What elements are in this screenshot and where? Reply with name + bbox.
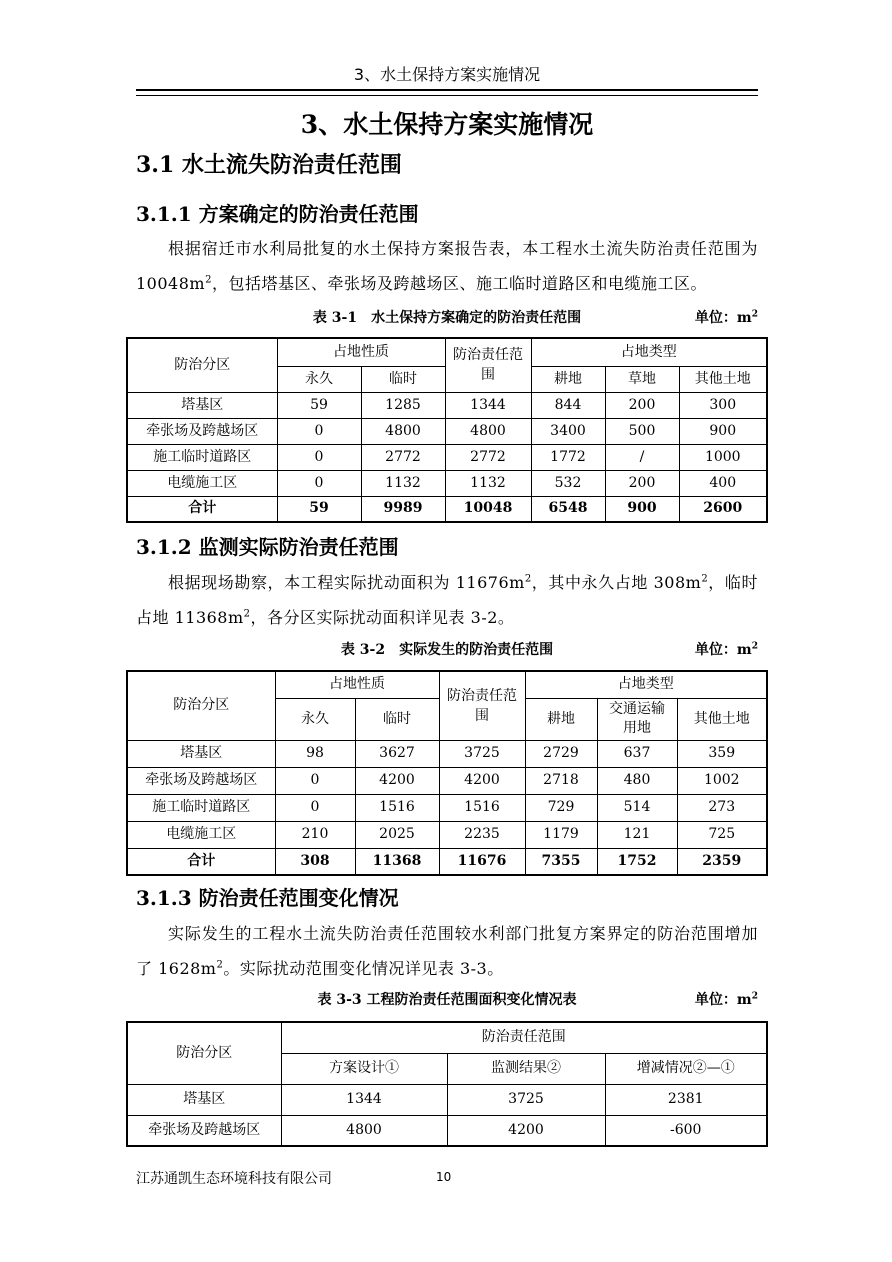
table-3-3-caption-row xyxy=(136,988,758,1012)
cell: 2025 xyxy=(355,821,439,848)
cell: 4200 xyxy=(439,767,525,794)
table-row xyxy=(127,767,767,794)
cell: 637 xyxy=(597,740,677,767)
header-zone: 防治分区 xyxy=(127,338,277,392)
table-3-2-unit xyxy=(695,638,758,662)
unit-text: 单位：m xyxy=(694,642,752,658)
superscript: 2 xyxy=(524,573,532,585)
cell: 1285 xyxy=(361,392,445,418)
cell: 210 xyxy=(275,821,355,848)
table-3-3 xyxy=(126,1021,768,1147)
table-row xyxy=(127,418,767,444)
cell: 359 xyxy=(677,740,767,767)
header-type-1: 耕地 xyxy=(531,366,605,392)
cell: 480 xyxy=(597,767,677,794)
paragraph-text: ，临时占地 11368m xyxy=(136,573,758,627)
cell: 1002 xyxy=(677,767,767,794)
cell: 4200 xyxy=(447,1115,605,1146)
header-type-2 xyxy=(597,698,677,740)
section-3-1-3-paragraph xyxy=(136,916,758,986)
table-total-row xyxy=(127,496,767,522)
table-row xyxy=(127,740,767,767)
cell: 200 xyxy=(605,392,679,418)
cell: 0 xyxy=(277,470,361,496)
cell: 牵张场及跨越场区 xyxy=(127,1115,281,1146)
cell: 2772 xyxy=(445,444,531,470)
table-total-row xyxy=(127,848,767,875)
cell: 合计 xyxy=(127,496,277,522)
cell: 施工临时道路区 xyxy=(127,794,275,821)
cell: 3400 xyxy=(531,418,605,444)
paragraph-text: ，其中永久占地 308m xyxy=(531,573,702,592)
cell: 4200 xyxy=(355,767,439,794)
cell: 2772 xyxy=(361,444,445,470)
cell: 2359 xyxy=(677,848,767,875)
cell: 0 xyxy=(275,767,355,794)
table-row xyxy=(127,821,767,848)
header-zone: 防治分区 xyxy=(127,1022,281,1084)
table-3-1-caption-row xyxy=(136,306,758,330)
cell: 9989 xyxy=(361,496,445,522)
header-rule-thin xyxy=(136,95,758,96)
page-number: 10 xyxy=(436,1170,452,1184)
unit-superscript: 2 xyxy=(751,309,758,320)
table-row xyxy=(127,794,767,821)
superscript: 2 xyxy=(701,573,709,585)
cell: 400 xyxy=(679,470,767,496)
cell: 59 xyxy=(277,496,361,522)
paragraph-text: ，包括塔基区、牵张场及跨越场区、施工临时道路区和电缆施工区。 xyxy=(211,274,707,293)
cell: 牵张场及跨越场区 xyxy=(127,767,275,794)
table-row xyxy=(127,392,767,418)
table-3-1-unit xyxy=(695,306,758,330)
header-type-2: 草地 xyxy=(605,366,679,392)
paragraph-text: 。实际扰动范围变化情况详见表 3-3。 xyxy=(223,959,504,978)
cell: 1344 xyxy=(445,392,531,418)
cell: 200 xyxy=(605,470,679,496)
header-type-3: 其他土地 xyxy=(679,366,767,392)
unit-text: 单位：m xyxy=(694,310,752,326)
table-3-3-caption: 表 3-3 工程防治责任范围面积变化情况表 xyxy=(317,992,577,1008)
chapter-title: 3、水土保持方案实施情况 xyxy=(300,110,594,139)
cell: 273 xyxy=(677,794,767,821)
header-land-nature: 占地性质 xyxy=(277,338,445,366)
cell: 1344 xyxy=(281,1084,447,1115)
header-permanent: 永久 xyxy=(277,366,361,392)
header-monitor: 监测结果② xyxy=(447,1053,605,1084)
unit-text: 单位：m xyxy=(694,992,752,1008)
cell: 500 xyxy=(605,418,679,444)
header-temporary: 临时 xyxy=(355,698,439,740)
cell: 514 xyxy=(597,794,677,821)
cell: 300 xyxy=(679,392,767,418)
header-type-2-text: 交通运输用地 xyxy=(609,701,665,736)
header-temporary: 临时 xyxy=(361,366,445,392)
cell: 2718 xyxy=(525,767,597,794)
cell: 0 xyxy=(277,418,361,444)
cell: 1516 xyxy=(439,794,525,821)
cell: 2381 xyxy=(605,1084,767,1115)
header-land-nature: 占地性质 xyxy=(275,671,439,698)
cell: 1179 xyxy=(525,821,597,848)
header-change: 增减情况②—① xyxy=(605,1053,767,1084)
cell: 电缆施工区 xyxy=(127,470,277,496)
cell: 121 xyxy=(597,821,677,848)
header-type-3: 其他土地 xyxy=(677,698,767,740)
header-type-1: 耕地 xyxy=(525,698,597,740)
header-scope-text: 防治责任范围 xyxy=(453,347,523,384)
cell: 11676 xyxy=(439,848,525,875)
cell: 4800 xyxy=(281,1115,447,1146)
cell: 2729 xyxy=(525,740,597,767)
header-plan: 方案设计① xyxy=(281,1053,447,1084)
table-3-1-caption: 表 3-1 水土保持方案确定的防治责任范围 xyxy=(312,310,582,326)
cell: 1772 xyxy=(531,444,605,470)
cell: 2600 xyxy=(679,496,767,522)
cell: 塔基区 xyxy=(127,740,275,767)
header-scope: 防治责任范围 xyxy=(281,1022,767,1053)
cell: 1132 xyxy=(445,470,531,496)
cell: 电缆施工区 xyxy=(127,821,275,848)
header-zone: 防治分区 xyxy=(127,671,275,740)
paragraph-text: 根据现场勘察，本工程实际扰动面积为 11676m xyxy=(168,573,525,592)
cell: 532 xyxy=(531,470,605,496)
cell: 3725 xyxy=(447,1084,605,1115)
cell: 塔基区 xyxy=(127,1084,281,1115)
cell: / xyxy=(605,444,679,470)
cell: 725 xyxy=(677,821,767,848)
table-row xyxy=(127,470,767,496)
table-3-2 xyxy=(126,670,768,876)
paragraph-text: 根据宿迁市水利局批复的水土保持方案报告表，本工程水土流失防治责任范围为 10048m xyxy=(136,239,758,293)
cell: 0 xyxy=(275,794,355,821)
cell: 牵张场及跨越场区 xyxy=(127,418,277,444)
section-3-1-1-title: 3.1.1 方案确定的防治责任范围 xyxy=(136,202,419,226)
cell: 1516 xyxy=(355,794,439,821)
cell: 施工临时道路区 xyxy=(127,444,277,470)
cell: 2235 xyxy=(439,821,525,848)
header-scope xyxy=(445,338,531,392)
table-3-3-unit xyxy=(695,988,758,1012)
cell: 6548 xyxy=(531,496,605,522)
table-row xyxy=(127,1084,767,1115)
footer-company: 江苏通凯生态环境科技有限公司 xyxy=(136,1171,332,1187)
header-land-type: 占地类型 xyxy=(531,338,767,366)
cell: 1000 xyxy=(679,444,767,470)
paragraph-text: 实际发生的工程水土流失防治责任范围较水利部门批复方案界定的防治范围增加了 1628m xyxy=(136,924,758,978)
cell: -600 xyxy=(605,1115,767,1146)
unit-superscript: 2 xyxy=(751,641,758,652)
table-row xyxy=(127,444,767,470)
header-land-type: 占地类型 xyxy=(525,671,767,698)
table-3-2-caption: 表 3-2 实际发生的防治责任范围 xyxy=(340,642,554,658)
running-header: 3、水土保持方案实施情况 xyxy=(353,65,541,84)
cell: 塔基区 xyxy=(127,392,277,418)
cell: 0 xyxy=(277,444,361,470)
section-3-1-2-paragraph xyxy=(136,565,758,635)
section-3-1-2-title: 3.1.2 监测实际防治责任范围 xyxy=(136,535,399,559)
cell: 7355 xyxy=(525,848,597,875)
header-scope xyxy=(439,671,525,740)
cell: 10048 xyxy=(445,496,531,522)
header-rule-thick xyxy=(136,89,758,91)
unit-superscript: 2 xyxy=(751,991,758,1002)
cell: 98 xyxy=(275,740,355,767)
superscript: 2 xyxy=(216,959,224,971)
cell: 1132 xyxy=(361,470,445,496)
cell: 11368 xyxy=(355,848,439,875)
cell: 1752 xyxy=(597,848,677,875)
cell: 3725 xyxy=(439,740,525,767)
cell: 3627 xyxy=(355,740,439,767)
cell: 900 xyxy=(605,496,679,522)
table-row xyxy=(127,1115,767,1146)
superscript: 2 xyxy=(243,608,251,620)
cell: 729 xyxy=(525,794,597,821)
table-3-2-caption-row xyxy=(136,638,758,662)
cell: 4800 xyxy=(445,418,531,444)
cell: 4800 xyxy=(361,418,445,444)
cell: 900 xyxy=(679,418,767,444)
section-3-1-3-title: 3.1.3 防治责任范围变化情况 xyxy=(136,886,399,910)
header-permanent: 永久 xyxy=(275,698,355,740)
cell: 308 xyxy=(275,848,355,875)
cell: 合计 xyxy=(127,848,275,875)
section-3-1-1-paragraph xyxy=(136,231,758,301)
superscript: 2 xyxy=(205,274,212,286)
header-scope-text: 防治责任范围 xyxy=(447,687,517,724)
section-3-1-title: 3.1 水土流失防治责任范围 xyxy=(136,152,402,178)
cell: 844 xyxy=(531,392,605,418)
paragraph-text: ，各分区实际扰动面积详见表 3-2。 xyxy=(250,608,515,627)
cell: 59 xyxy=(277,392,361,418)
table-3-1 xyxy=(126,337,768,523)
